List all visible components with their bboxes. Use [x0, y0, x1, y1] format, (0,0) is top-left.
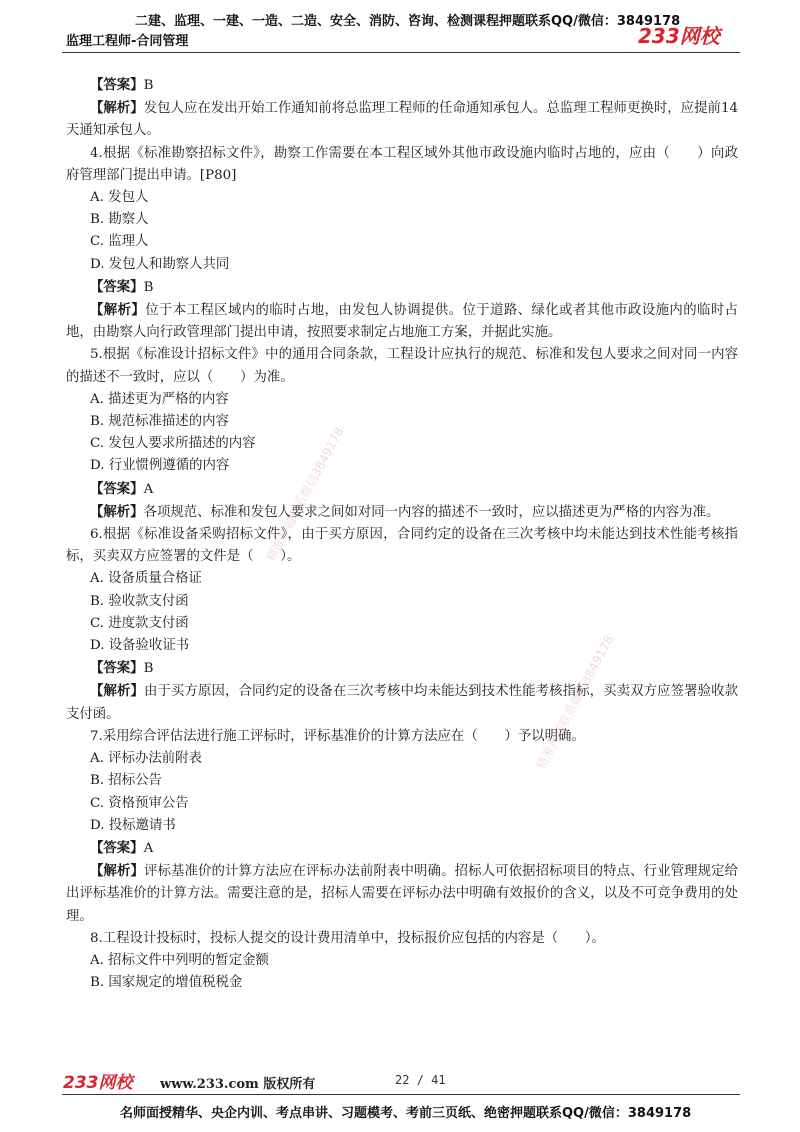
analysis-line	[66, 680, 738, 725]
brand-logo	[636, 22, 740, 48]
footer-logo-text: 233网校	[63, 1073, 133, 1092]
answer-tag: 【答案】	[90, 660, 144, 677]
answer-option	[66, 591, 738, 613]
option-body: B. 国家规定的增值税税金	[90, 975, 243, 991]
answer-body: B	[143, 279, 154, 295]
question-text	[66, 143, 738, 187]
question-text	[66, 928, 738, 950]
option-body: A. 描述更为严格的内容	[90, 391, 229, 407]
analysis-line	[66, 97, 738, 142]
question-body: 7.采用综合评估法进行施工评标时，评标基准价的计算方法应在（ ）予以明确。	[90, 728, 585, 744]
answer-option	[66, 187, 738, 209]
answer-line	[66, 478, 738, 501]
answer-body: B	[143, 661, 154, 677]
page-number: 22 / 41	[395, 1073, 446, 1087]
answer-option	[66, 231, 738, 253]
question-body: 8.工程设计投标时，投标人提交的设计费用清单中，投标报价应包括的内容是（ ）。	[90, 930, 605, 946]
analysis-body: 评标基准价的计算方法应在评标办法前附表中明确。招标人可依据招标项目的特点、行业管理规定给出评标基准价的计算方法。需要注意的是，招标人需要在评标办法中明确有效报价的含义，以及不可竞争费用的处理。	[66, 864, 739, 924]
watermark: 精准押题联系微信3849178	[533, 632, 617, 772]
answer-line	[66, 74, 738, 97]
analysis-tag: 【解析】	[90, 863, 145, 880]
answer-tag: 【答案】	[90, 480, 144, 497]
answer-body: A	[143, 481, 154, 497]
header-promo-line: 二建、监理、一建、一造、二造、安全、消防、咨询、检测课程押题联系QQ/微信：3849178	[135, 14, 681, 29]
question-text	[66, 344, 738, 388]
question-text	[66, 524, 738, 568]
analysis-body: 由于买方原因，合同约定的设备在三次考核中均未能达到技术性能考核指标，买卖双方应签署验收款支付函。	[66, 684, 739, 722]
option-body: D. 投标邀请书	[90, 817, 176, 833]
analysis-body: 位于本工程区域内的临时占地，由发包人协调提供。位于道路、绿化或者其他市政设施内的临时占地，由勘察人向行政管理部门提出申请，按照要求制定占地施工方案，并据此实施。	[66, 303, 739, 341]
analysis-body: 各项规范、标准和发包人要求之间如对同一内容的描述不一致时，应以描述更为严格的内容为准。	[143, 504, 720, 520]
answer-option	[66, 950, 738, 972]
option-body: C. 进度款支付函	[90, 615, 189, 631]
analysis-tag: 【解析】	[90, 683, 145, 700]
answer-body: B	[143, 78, 154, 93]
option-body: B. 勘察人	[90, 212, 149, 228]
header-course-title: 监理工程师-合同管理	[66, 34, 189, 49]
option-body: A. 设备质量合格证	[90, 571, 202, 587]
analysis-line	[66, 860, 738, 928]
option-body: D. 设备验收证书	[90, 638, 190, 654]
analysis-body: 发包人应在发出开始工作通知前将总监理工程师的任命通知承包人。总监理工程师更换时，应提前14天通知承包人。	[66, 101, 738, 139]
footer-promo-line: 名师面授精华、央企内训、考点串讲、习题模考、考前三页纸、绝密押题联系QQ/微信：3849178	[120, 1106, 692, 1121]
option-body: D. 发包人和勘察人共同	[90, 256, 230, 272]
document-body	[66, 74, 738, 994]
analysis-tag: 【解析】	[90, 503, 144, 520]
footer-site: www.233.com 版权所有	[160, 1077, 316, 1092]
answer-body: A	[143, 840, 154, 856]
answer-option	[66, 568, 738, 590]
question-body: 6.根据《标准设备采购招标文件》，由于买方原因，合同约定的设备在三次考核中均未能达到技术性能考核指标，买卖双方应签署的文件是（ ）。	[66, 527, 738, 565]
page-footer	[0, 1060, 800, 1132]
answer-option	[66, 209, 738, 231]
answer-option	[66, 455, 738, 477]
answer-option	[66, 254, 738, 276]
option-body: C. 监理人	[90, 234, 149, 250]
answer-option	[66, 613, 738, 635]
option-body: A. 招标文件中列明的暂定金额	[90, 952, 269, 968]
answer-option	[66, 635, 738, 657]
footer-divider	[62, 1094, 740, 1095]
answer-option	[66, 748, 738, 770]
answer-option	[66, 433, 738, 455]
analysis-tag: 【解析】	[90, 100, 144, 117]
answer-option	[66, 972, 738, 994]
page-header	[0, 0, 800, 62]
option-body: B. 验收款支付函	[90, 593, 189, 609]
option-body: B. 规范标准描述的内容	[90, 414, 229, 430]
answer-line	[66, 657, 738, 680]
header-divider	[62, 52, 740, 53]
answer-tag: 【答案】	[90, 839, 144, 856]
answer-line	[66, 837, 738, 860]
option-body: D. 行业惯例遵循的内容	[90, 458, 230, 474]
watermark: 精准押题联系微信3849178	[263, 424, 347, 564]
option-body: C. 资格预审公告	[90, 795, 189, 811]
answer-option	[66, 389, 738, 411]
footer-brand-logo	[62, 1070, 148, 1092]
option-body: A. 评标办法前附表	[90, 751, 202, 767]
option-body: B. 招标公告	[90, 773, 162, 789]
answer-option	[66, 793, 738, 815]
answer-option	[66, 770, 738, 792]
question-body: 4.根据《标准勘察招标文件》，勘察工作需要在本工程区域外其他市政设施内临时占地的，应由（ ）向政府管理部门提出申请。[P80]	[66, 145, 738, 183]
brand-logo-text: 233网校	[638, 24, 720, 48]
option-body: C. 发包人要求所描述的内容	[90, 436, 256, 452]
answer-option	[66, 411, 738, 433]
question-text	[66, 726, 738, 748]
question-body: 5.根据《标准设计招标文件》中的通用合同条款，工程设计应执行的规范、标准和发包人要求之间对同一内容的描述不一致时，应以（ ）为准。	[66, 347, 738, 385]
option-body: A. 发包人	[90, 190, 149, 206]
answer-option	[66, 815, 738, 837]
analysis-line	[66, 501, 738, 524]
answer-tag: 【答案】	[90, 278, 144, 295]
analysis-tag: 【解析】	[90, 302, 146, 319]
answer-tag: 【答案】	[90, 77, 144, 93]
analysis-line	[66, 299, 738, 344]
answer-line	[66, 276, 738, 299]
